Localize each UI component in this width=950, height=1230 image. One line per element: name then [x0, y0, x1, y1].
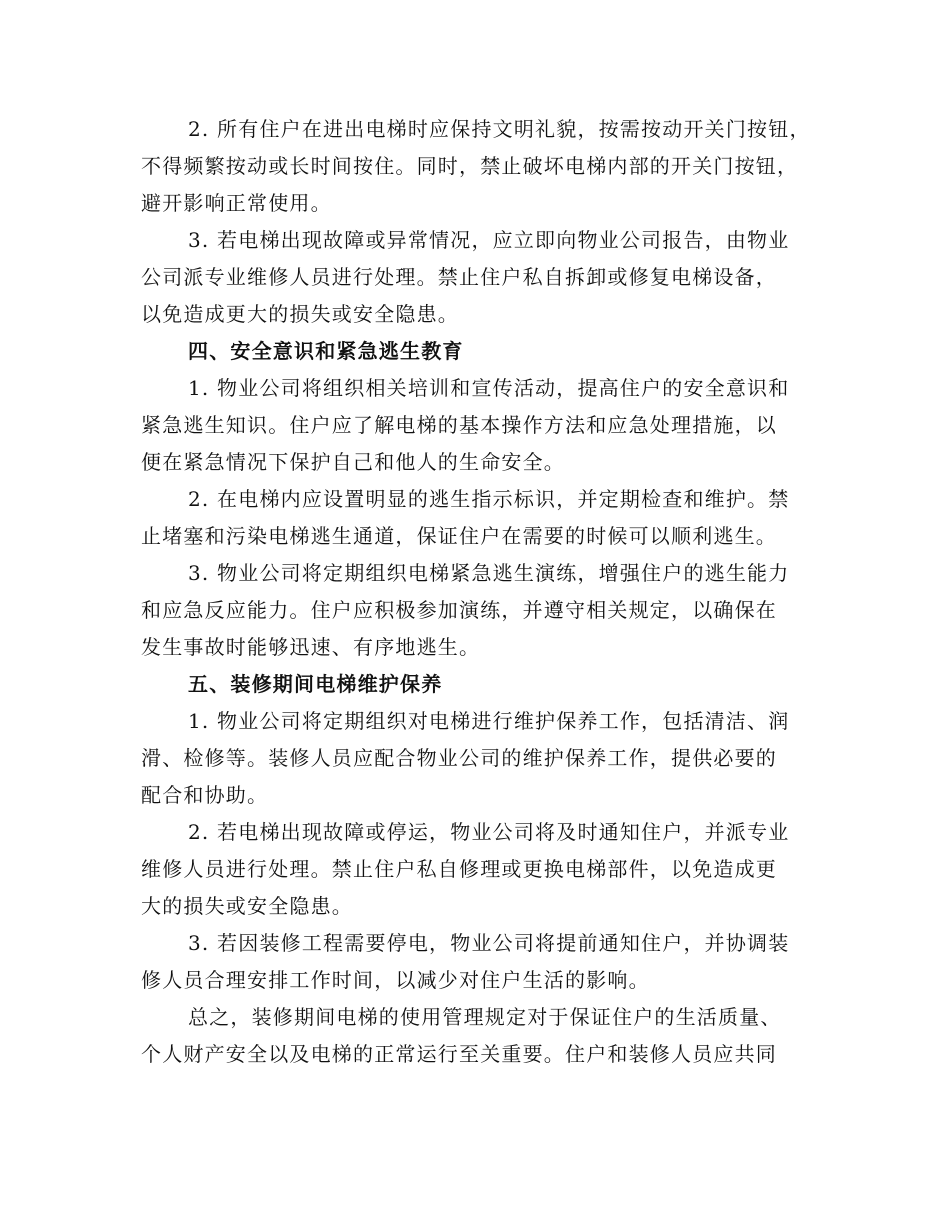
paragraph-line: 公司派专业维修人员进行处理。禁止住户私自拆卸或修复电梯设备， — [141, 265, 777, 289]
paragraph-line: 修人员合理安排工作时间，以减少对住户生活的影响。 — [141, 968, 650, 992]
paragraph-line: 1. 物业公司将定期组织对电梯进行维护保养工作，包括清洁、润 — [188, 709, 790, 733]
paragraph-line: 2. 所有住户在进出电梯时应保持文明礼貌，按需按动开关门按钮， — [188, 117, 811, 141]
paragraph-line: 紧急逃生知识。住户应了解电梯的基本操作方法和应急处理措施，以 — [141, 413, 777, 437]
paragraph-line: 1. 物业公司将组织相关培训和宣传活动，提高住户的安全意识和 — [188, 376, 790, 400]
paragraph-line: 滑、检修等。装修人员应配合物业公司的维护保养工作，提供必要的 — [141, 746, 777, 770]
paragraph-line: 总之，装修期间电梯的使用管理规定对于保证住户的生活质量、 — [188, 1005, 782, 1029]
section-heading: 四、安全意识和紧急逃生教育 — [188, 339, 464, 363]
paragraph-line: 发生事故时能够迅速、有序地逃生。 — [141, 635, 481, 659]
paragraph-line: 不得频繁按动或长时间按住。同时，禁止破坏电梯内部的开关门按钮， — [141, 154, 799, 178]
paragraph-line: 个人财产安全以及电梯的正常运行至关重要。住户和装修人员应共同 — [141, 1042, 777, 1066]
section-heading: 五、装修期间电梯维护保养 — [188, 672, 443, 696]
paragraph-line: 止堵塞和污染电梯逃生通道，保证住户在需要的时候可以顺利逃生。 — [141, 524, 777, 548]
paragraph-line: 和应急反应能力。住户应积极参加演练，并遵守相关规定，以确保在 — [141, 598, 777, 622]
paragraph-line: 避开影响正常使用。 — [141, 191, 332, 215]
paragraph-line: 以免造成更大的损失或安全隐患。 — [141, 302, 459, 326]
paragraph-line: 便在紧急情况下保护自己和他人的生命安全。 — [141, 450, 565, 474]
paragraph-line: 2. 在电梯内应设置明显的逃生指示标识，并定期检查和维护。禁 — [188, 487, 790, 511]
paragraph-line: 3. 物业公司将定期组织电梯紧急逃生演练，增强住户的逃生能力 — [188, 561, 790, 585]
paragraph-line: 3. 若电梯出现故障或异常情况，应立即向物业公司报告，由物业 — [188, 228, 790, 252]
paragraph-line: 3. 若因装修工程需要停电，物业公司将提前通知住户，并协调装 — [188, 931, 790, 955]
paragraph-line: 配合和协助。 — [141, 783, 269, 807]
paragraph-line: 2. 若电梯出现故障或停运，物业公司将及时通知住户，并派专业 — [188, 820, 790, 844]
paragraph-line: 大的损失或安全隐患。 — [141, 894, 353, 918]
paragraph-line: 维修人员进行处理。禁止住户私自修理或更换电梯部件，以免造成更 — [141, 857, 777, 881]
